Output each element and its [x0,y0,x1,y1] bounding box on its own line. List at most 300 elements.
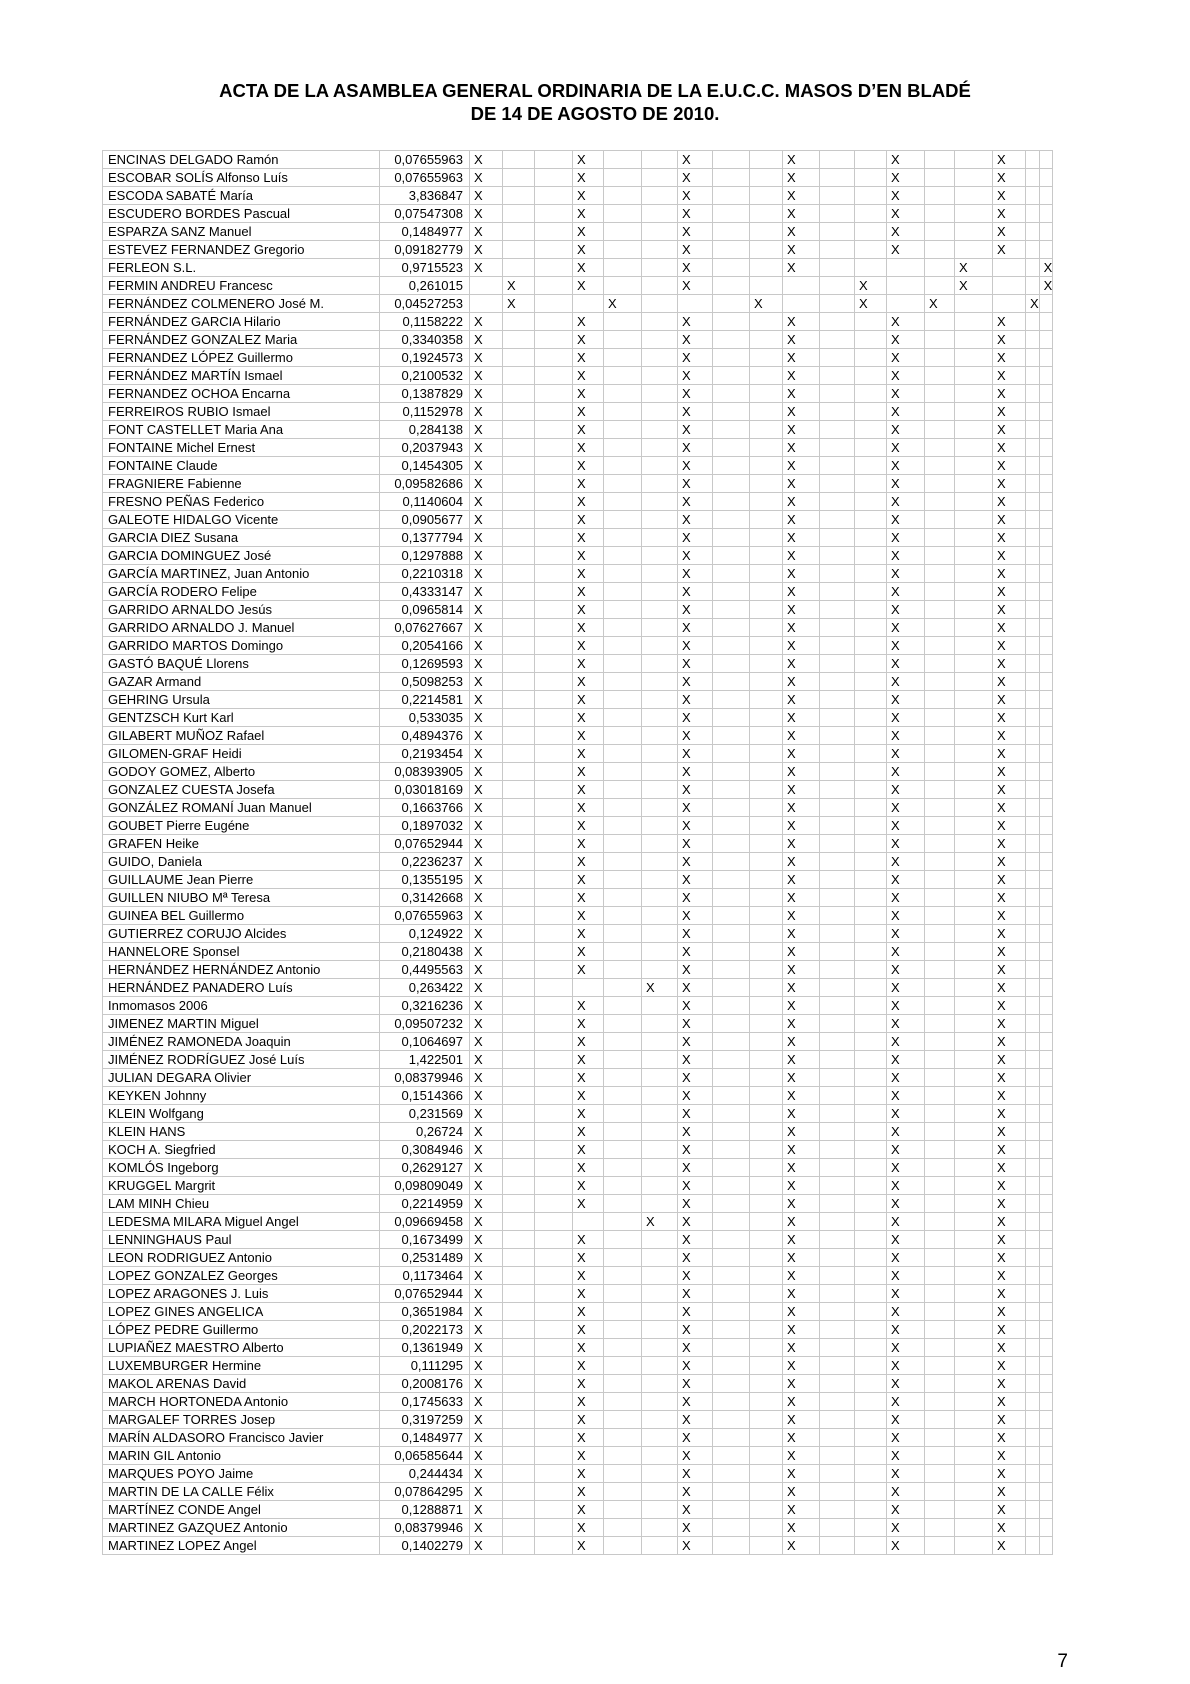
vote-cell [750,1537,783,1555]
vote-cell [1039,1267,1053,1285]
owner-name: GARCÍA MARTINEZ, Juan Antonio [103,565,380,583]
vote-cell: X [887,961,925,979]
vote-cell [1026,637,1040,655]
vote-cell [713,421,750,439]
vote-cell [713,1051,750,1069]
vote-cell: X [783,547,820,565]
vote-cell [604,403,642,421]
vote-cell [604,1015,642,1033]
owner-name: GOUBET Pierre Eugéne [103,817,380,835]
vote-cell [820,493,855,511]
table-row [103,781,1053,799]
vote-cell [955,1285,993,1303]
vote-cell: X [887,241,925,259]
coefficient: 3,836847 [380,187,470,205]
vote-cell: X [783,763,820,781]
vote-cell [642,1447,678,1465]
vote-cell: X [678,583,713,601]
vote-cell [925,511,955,529]
vote-cell [713,889,750,907]
vote-cell [925,313,955,331]
vote-cell [1039,1465,1053,1483]
owner-name: GUILLAUME Jean Pierre [103,871,380,889]
vote-cell [855,331,887,349]
vote-cell: X [925,295,955,313]
vote-cell [1039,1447,1053,1465]
vote-cell [1039,475,1053,493]
vote-cell [820,223,855,241]
vote-cell [955,1501,993,1519]
vote-cell [820,295,855,313]
vote-cell: X [993,1447,1026,1465]
vote-cell [820,1069,855,1087]
vote-cell [642,1051,678,1069]
vote-cell: X [470,1159,503,1177]
vote-cell: X [993,925,1026,943]
vote-cell [604,1501,642,1519]
vote-cell [604,871,642,889]
vote-cell: X [993,169,1026,187]
vote-cell [535,871,573,889]
vote-cell: X [783,1303,820,1321]
vote-cell [503,889,535,907]
vote-cell [535,583,573,601]
vote-cell [1039,853,1053,871]
vote-cell [955,997,993,1015]
vote-cell: X [993,943,1026,961]
vote-cell [925,385,955,403]
vote-cell [642,1465,678,1483]
vote-cell: X [993,727,1026,745]
owner-name: GODOY GOMEZ, Alberto [103,763,380,781]
table-row [103,403,1053,421]
vote-cell [855,1303,887,1321]
vote-cell [820,1411,855,1429]
vote-cell [1026,1519,1040,1537]
vote-cell [820,871,855,889]
vote-cell [955,1159,993,1177]
vote-cell: X [470,331,503,349]
vote-cell [820,925,855,943]
owner-name: ENCINAS DELGADO Ramón [103,151,380,169]
vote-cell: X [470,691,503,709]
vote-cell [750,241,783,259]
vote-cell [713,979,750,997]
vote-cell [1026,529,1040,547]
vote-cell [1026,493,1040,511]
vote-cell [470,295,503,313]
vote-cell [855,997,887,1015]
vote-cell: X [573,961,604,979]
vote-cell [1039,1177,1053,1195]
vote-cell [1039,727,1053,745]
vote-cell [820,1159,855,1177]
vote-cell [955,1339,993,1357]
vote-cell [535,1159,573,1177]
vote-cell [642,1087,678,1105]
coefficient: 0,5098253 [380,673,470,691]
vote-cell: X [678,169,713,187]
coefficient: 0,07547308 [380,205,470,223]
vote-cell [750,187,783,205]
vote-cell: X [573,763,604,781]
vote-cell: X [470,889,503,907]
vote-cell [503,583,535,601]
coefficient: 0,1152978 [380,403,470,421]
owner-name: ESPARZA SANZ Manuel [103,223,380,241]
coefficient: 0,3216236 [380,997,470,1015]
vote-cell [1026,1177,1040,1195]
vote-cell: X [573,835,604,853]
table-row [103,1087,1053,1105]
vote-cell [1039,691,1053,709]
vote-cell: X [887,1393,925,1411]
coefficient: 0,1140604 [380,493,470,511]
vote-cell: X [573,403,604,421]
vote-cell [713,1159,750,1177]
vote-cell: X [678,259,713,277]
vote-cell: X [783,1159,820,1177]
vote-cell [535,709,573,727]
vote-cell: X [573,313,604,331]
vote-cell [820,997,855,1015]
vote-cell [604,979,642,997]
vote-cell [503,961,535,979]
coefficient: 0,2214581 [380,691,470,709]
vote-cell: X [573,1249,604,1267]
vote-cell: X [1039,259,1053,277]
vote-cell [925,817,955,835]
vote-cell [855,781,887,799]
owner-name: FERNÁNDEZ COLMENERO José M. [103,295,380,313]
vote-cell: X [678,835,713,853]
vote-cell: X [783,889,820,907]
vote-cell [713,295,750,313]
coefficient: 0,1897032 [380,817,470,835]
table-row [103,997,1053,1015]
vote-cell [955,367,993,385]
table-row [103,295,1053,313]
vote-cell [1026,1375,1040,1393]
vote-cell [535,763,573,781]
vote-cell [750,439,783,457]
vote-cell [750,1339,783,1357]
vote-cell: X [993,223,1026,241]
vote-cell: X [573,259,604,277]
vote-cell: X [573,619,604,637]
vote-cell: X [678,1357,713,1375]
vote-cell [535,1267,573,1285]
coefficient: 0,1402279 [380,1537,470,1555]
vote-cell [503,871,535,889]
coefficient: 0,1064697 [380,1033,470,1051]
vote-cell [535,1069,573,1087]
vote-cell [713,1483,750,1501]
vote-cell: X [993,1267,1026,1285]
vote-cell: X [678,889,713,907]
vote-cell: X [993,1375,1026,1393]
vote-cell [820,547,855,565]
vote-cell [604,439,642,457]
vote-cell: X [783,1375,820,1393]
owner-name: LEDESMA MILARA Miguel Angel [103,1213,380,1231]
owner-name: GUINEA BEL Guillermo [103,907,380,925]
vote-cell: X [470,169,503,187]
vote-cell: X [783,1393,820,1411]
vote-cell [820,1033,855,1051]
vote-cell [604,1141,642,1159]
vote-cell [713,1015,750,1033]
vote-cell [750,403,783,421]
vote-cell [713,1141,750,1159]
vote-cell [750,1303,783,1321]
owner-name: GARRIDO ARNALDO Jesús [103,601,380,619]
vote-cell [535,727,573,745]
vote-cell [955,223,993,241]
vote-cell [1039,889,1053,907]
vote-cell [713,871,750,889]
vote-cell: X [573,1411,604,1429]
table-row [103,205,1053,223]
table-row [103,367,1053,385]
vote-cell [820,1375,855,1393]
coefficient: 0,1158222 [380,313,470,331]
vote-cell: X [678,457,713,475]
vote-cell [503,385,535,403]
vote-cell [925,1051,955,1069]
vote-cell: X [887,367,925,385]
coefficient: 0,111295 [380,1357,470,1375]
vote-cell: X [783,1465,820,1483]
owner-name: JIMENEZ MARTIN Miguel [103,1015,380,1033]
vote-cell [925,1411,955,1429]
vote-cell [503,1519,535,1537]
table-row [103,925,1053,943]
coefficient: 0,08393905 [380,763,470,781]
vote-cell: X [470,871,503,889]
vote-cell [1039,1033,1053,1051]
table-row [103,673,1053,691]
vote-cell [1039,781,1053,799]
vote-cell: X [470,259,503,277]
vote-cell [1026,259,1040,277]
vote-cell: X [573,943,604,961]
vote-cell [642,475,678,493]
owner-name: LUXEMBURGER Hermine [103,1357,380,1375]
vote-cell: X [887,205,925,223]
vote-cell [1039,1501,1053,1519]
vote-cell [750,691,783,709]
vote-cell: X [678,673,713,691]
vote-cell: X [678,781,713,799]
owner-name: HERNÁNDEZ PANADERO Luís [103,979,380,997]
vote-cell [820,1213,855,1231]
vote-cell [535,637,573,655]
vote-cell: X [678,151,713,169]
vote-cell [642,1033,678,1051]
table-row [103,439,1053,457]
vote-cell [713,1393,750,1411]
vote-cell [503,475,535,493]
vote-cell [820,1393,855,1411]
vote-cell [855,817,887,835]
coefficient: 0,2193454 [380,745,470,763]
vote-cell [604,583,642,601]
owner-name: MARTINEZ LOPEZ Angel [103,1537,380,1555]
vote-cell: X [887,1105,925,1123]
vote-cell [855,583,887,601]
vote-cell [925,493,955,511]
vote-cell [604,349,642,367]
vote-cell [604,1033,642,1051]
vote-cell [750,529,783,547]
vote-cell: X [993,1321,1026,1339]
vote-cell [713,511,750,529]
vote-cell: X [573,331,604,349]
owner-name: MARGALEF TORRES Josep [103,1411,380,1429]
coefficient: 0,1484977 [380,1429,470,1447]
vote-cell [820,529,855,547]
vote-cell [955,439,993,457]
vote-cell [604,1123,642,1141]
vote-cell [604,889,642,907]
vote-cell: X [783,1015,820,1033]
vote-cell [713,907,750,925]
vote-cell [535,1303,573,1321]
vote-cell [642,1519,678,1537]
vote-cell [925,997,955,1015]
vote-cell: X [993,1141,1026,1159]
coefficient: 0,1514366 [380,1087,470,1105]
vote-cell [955,1357,993,1375]
vote-cell: X [993,187,1026,205]
vote-cell [1039,1429,1053,1447]
vote-cell: X [993,349,1026,367]
vote-cell [642,853,678,871]
vote-cell [1026,655,1040,673]
vote-cell [820,637,855,655]
vote-cell: X [887,673,925,691]
vote-cell: X [887,1411,925,1429]
vote-cell [1026,1159,1040,1177]
vote-cell [925,1501,955,1519]
vote-cell: X [573,637,604,655]
vote-cell [642,331,678,349]
vote-cell [820,205,855,223]
vote-cell [750,1267,783,1285]
vote-cell: X [783,1357,820,1375]
vote-cell [713,655,750,673]
vote-cell: X [993,457,1026,475]
vote-cell [713,1501,750,1519]
coefficient: 0,03018169 [380,781,470,799]
vote-cell [855,169,887,187]
vote-cell: X [993,511,1026,529]
owner-name: GAZAR Armand [103,673,380,691]
vote-cell: X [678,1015,713,1033]
votes-table-container [102,150,1053,1555]
table-row [103,745,1053,763]
vote-cell [535,1051,573,1069]
vote-cell [604,205,642,223]
vote-cell [925,547,955,565]
vote-cell [604,763,642,781]
vote-cell [855,835,887,853]
owner-name: FONTAINE Claude [103,457,380,475]
vote-cell [713,1033,750,1051]
vote-cell [955,943,993,961]
vote-cell [1026,1465,1040,1483]
vote-cell [604,1051,642,1069]
vote-cell [750,151,783,169]
vote-cell: X [678,961,713,979]
vote-cell [820,583,855,601]
vote-cell [713,169,750,187]
vote-cell: X [573,799,604,817]
table-row [103,529,1053,547]
vote-cell [535,1087,573,1105]
vote-cell [750,1393,783,1411]
vote-cell: X [678,1339,713,1357]
vote-cell [1039,1159,1053,1177]
vote-cell [604,223,642,241]
vote-cell [604,925,642,943]
vote-cell [535,655,573,673]
vote-cell [535,1285,573,1303]
vote-cell: X [678,997,713,1015]
vote-cell [642,1339,678,1357]
table-row [103,763,1053,781]
vote-cell [750,763,783,781]
vote-cell [925,907,955,925]
vote-cell: X [503,295,535,313]
owner-name: MARIN GIL Antonio [103,1447,380,1465]
vote-cell: X [678,547,713,565]
table-row [103,1537,1053,1555]
vote-cell [713,1357,750,1375]
vote-cell [993,295,1026,313]
owner-name: LAM MINH Chieu [103,1195,380,1213]
vote-cell [820,169,855,187]
vote-cell: X [993,565,1026,583]
vote-cell: X [470,1231,503,1249]
vote-cell [642,1357,678,1375]
vote-cell [642,637,678,655]
vote-cell: X [783,403,820,421]
vote-cell [503,205,535,223]
vote-cell: X [470,655,503,673]
vote-cell: X [783,439,820,457]
vote-cell [642,421,678,439]
vote-cell [1026,997,1040,1015]
vote-cell [925,1105,955,1123]
vote-cell [642,799,678,817]
vote-cell [925,763,955,781]
vote-cell [1039,925,1053,943]
vote-cell [604,673,642,691]
vote-cell: X [993,1465,1026,1483]
vote-cell: X [993,763,1026,781]
vote-cell: X [887,1537,925,1555]
vote-cell [783,295,820,313]
vote-cell: X [573,493,604,511]
owner-name: GARRIDO ARNALDO J. Manuel [103,619,380,637]
vote-cell: X [678,1069,713,1087]
vote-cell [642,349,678,367]
vote-cell: X [993,1393,1026,1411]
coefficient: 0,1269593 [380,655,470,673]
vote-cell [503,313,535,331]
